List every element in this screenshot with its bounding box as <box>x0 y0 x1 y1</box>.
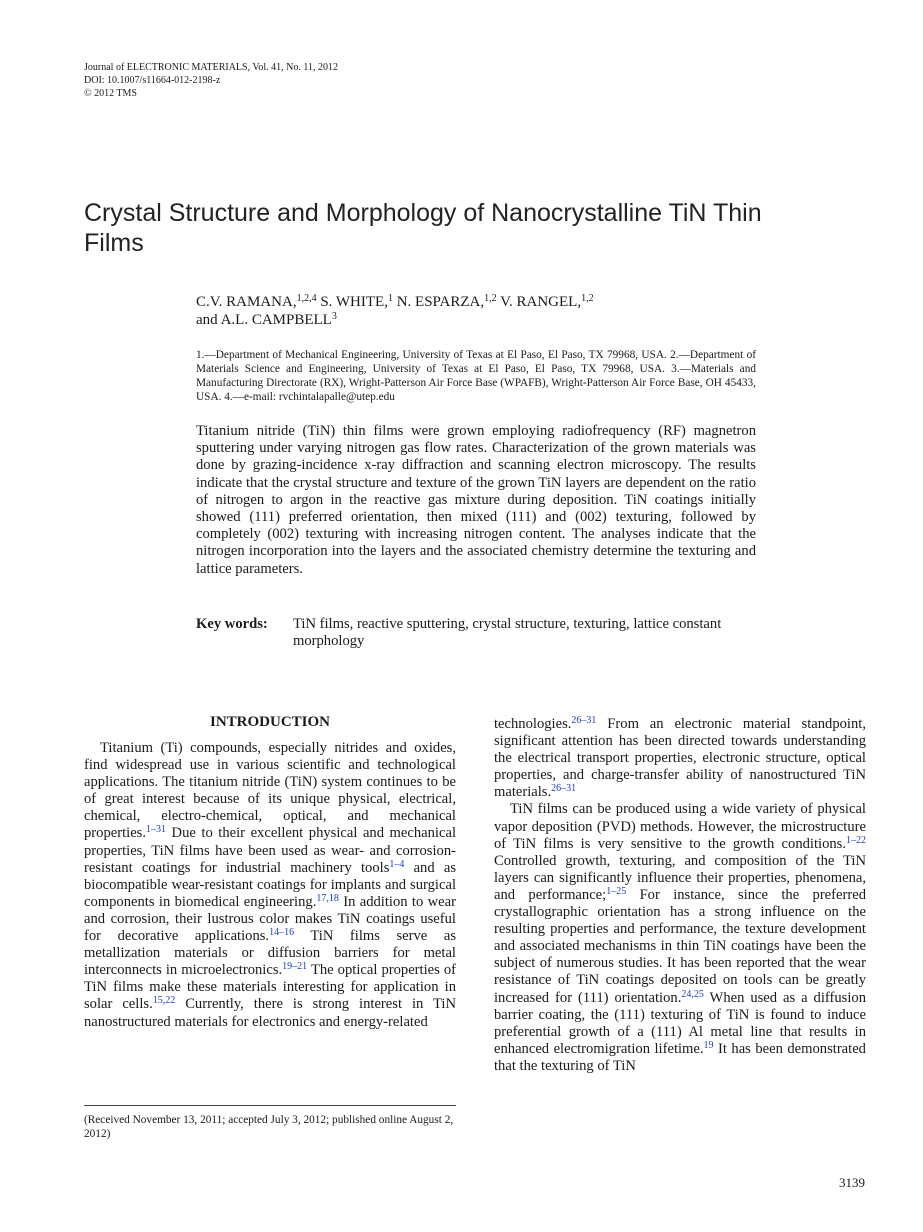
citation-link[interactable]: 26–31 <box>571 715 597 726</box>
author-white: S. WHITE, <box>316 294 388 310</box>
author-esparza: N. ESPARZA, <box>392 294 485 310</box>
author-sup: 1,2 <box>581 293 594 304</box>
citation-link[interactable]: 14–16 <box>269 927 295 939</box>
citation-link[interactable]: 1–4 <box>389 858 405 870</box>
affiliations: 1.—Department of Mechanical Engineering, University of Texas at El Paso, El Paso, TX 79968, USA. 2.—Department of Materials Science and Engineering, University of Texas at El Paso, El Paso, TX 79968, USA. 3.—Materials and Manufacturing Directorate (RX), Wright-Patterson Air Force Base (WPAFB), Wright-Patterson Air Force Base, OH 45433, USA. 4.—e-mail: rvchintalapalle@utep.edu <box>196 349 756 403</box>
keywords-text: TiN films, reactive sputtering, crystal structure, texturing, lattice constant morphology <box>293 616 722 650</box>
left-column <box>84 740 456 1031</box>
citation-link[interactable]: 19 <box>703 1039 714 1051</box>
intro-paragraph-1: Titanium (Ti) compounds, especially nitrides and oxides, find widespread use in various scientific and technological applications. The titanium nitride (TiN) system continues to be of great interest because of its unique physical, electrical, chemical, electro-chemical, optical, and mechanical properties.$^{1-31}$ Due to their excellent physical and mechanical properties, TiN films have been used as wear- and corrosion-resistant coatings for industrial machinery tools$^{1-4}$ and as biocompatible wear-resistant coatings for implants and surgical components in biomedical engineering.$^{17,18}$ In addition to wear and corrosion, their lustrous color makes TiN coatings useful for decorative applications.$^{14-16}$ TiN films serve as metallization materials or diffusion barriers for metal interconnects in microelectronics.$^{19-21}$ The optical properties of TiN films make these materials interesting for application in solar cells.$^{15,22}$ Currently, there is strong interest in TiN nanostructured materials for electronics and energy-related <box>84 740 457 1030</box>
citation-link[interactable]: 1–25 <box>606 885 627 897</box>
journal-header <box>84 61 338 100</box>
citation-link[interactable]: 26–31 <box>551 783 577 795</box>
author-sup: 3 <box>331 311 337 322</box>
intro-paragraph-2: TiN films can be produced using a wide variety of physical vapor deposition (PVD) methods. However, the microstructure of TiN films is very sensitive to the growth conditions.$^{1-22}$ Controlled growth, texturing, and composition of the TiN layers can significantly influence their properties, phenomena, and performance;$^{1-25}$ For instance, since the preferred crystallographic orientation has a strong influence on the resulting properties and performance, the texture development and associated mechanisms in thin TiN coatings have been the subject of numerous studies. It has been reported that the wear resistance of TiN coatings deposited on tools can be greatly increased for (111) orientation.$^{24,25}$ When used as a diffusion barrier coating, the (111) texturing of TiN is found to induce preferential growth of a (111) Al metal line that results in enhanced electromigration lifetime.$^{19}$ It has been demonstrated that the texturing of TiN <box>494 801 866 1074</box>
section-heading-introduction: INTRODUCTION <box>209 714 330 730</box>
author-rangel: V. RANGEL, <box>496 294 582 310</box>
citation-link[interactable]: 17,18 <box>316 892 339 904</box>
citation-link[interactable]: 1–31 <box>146 824 167 836</box>
author-sup: 1,2 <box>484 293 497 304</box>
citation-link[interactable]: 15,22 <box>152 995 176 1007</box>
keywords-label: Key words: <box>196 616 268 632</box>
author-sup: 1,2,4 <box>296 293 317 304</box>
intro-paragraph-1-cont: technologies.$^{26-31}$ From an electronic material standpoint, significant attention has been directed towards understanding the electrical transport properties, electronic structure, optical properties, and charge-transfer ability of nanostructured TiN materials.$^{26-31}$ <box>494 715 866 801</box>
copyright: © 2012 TMS <box>84 88 137 99</box>
abstract: Titanium nitride (TiN) thin films were grown employing radiofrequency (RF) magnetron sputtering under varying nitrogen gas flow rates. Characterization of the grown materials was done by grazing-incidence x-ray diffraction and scanning electron microscopy. The results indicate that the crystal structure and texture of the grown TiN layers are dependent on the ratio of nitrogen to argon in the reactive gas mixture during deposition. TiN coatings initially showed (111) preferred orientation, then mixed (111) and (002) texturing, followed by completely (002) texturing with increasing nitrogen content. The analyses indicate that the nitrogen incorporation into the layers and the associated chemistry determine the texturing and lattice parameters. <box>196 423 756 577</box>
citation-link[interactable]: 1–22 <box>846 834 866 846</box>
author-campbell: and A.L. CAMPBELL <box>196 312 332 328</box>
right-column <box>494 716 866 1075</box>
footnote-divider <box>84 1105 456 1106</box>
citation-link[interactable]: 24,25 <box>681 988 704 1000</box>
received-footnote: (Received November 13, 2011; accepted July 3, 2012; published online August 2, 2012) <box>84 1114 454 1140</box>
citation-link[interactable]: 19–21 <box>282 961 308 973</box>
article-title: Crystal Structure and Morphology of Nanocrystalline TiN Thin Films <box>84 199 762 257</box>
author-ramana: C.V. RAMANA, <box>196 294 297 310</box>
journal-citation: Journal of ELECTRONIC MATERIALS, Vol. 41, No. 11, 2012 <box>84 62 338 73</box>
page-number: 3139 <box>839 1175 865 1190</box>
doi[interactable]: DOI: 10.1007/s11664-012-2198-z <box>84 75 221 86</box>
author-sup: 1 <box>387 293 393 304</box>
author-list <box>196 293 756 329</box>
